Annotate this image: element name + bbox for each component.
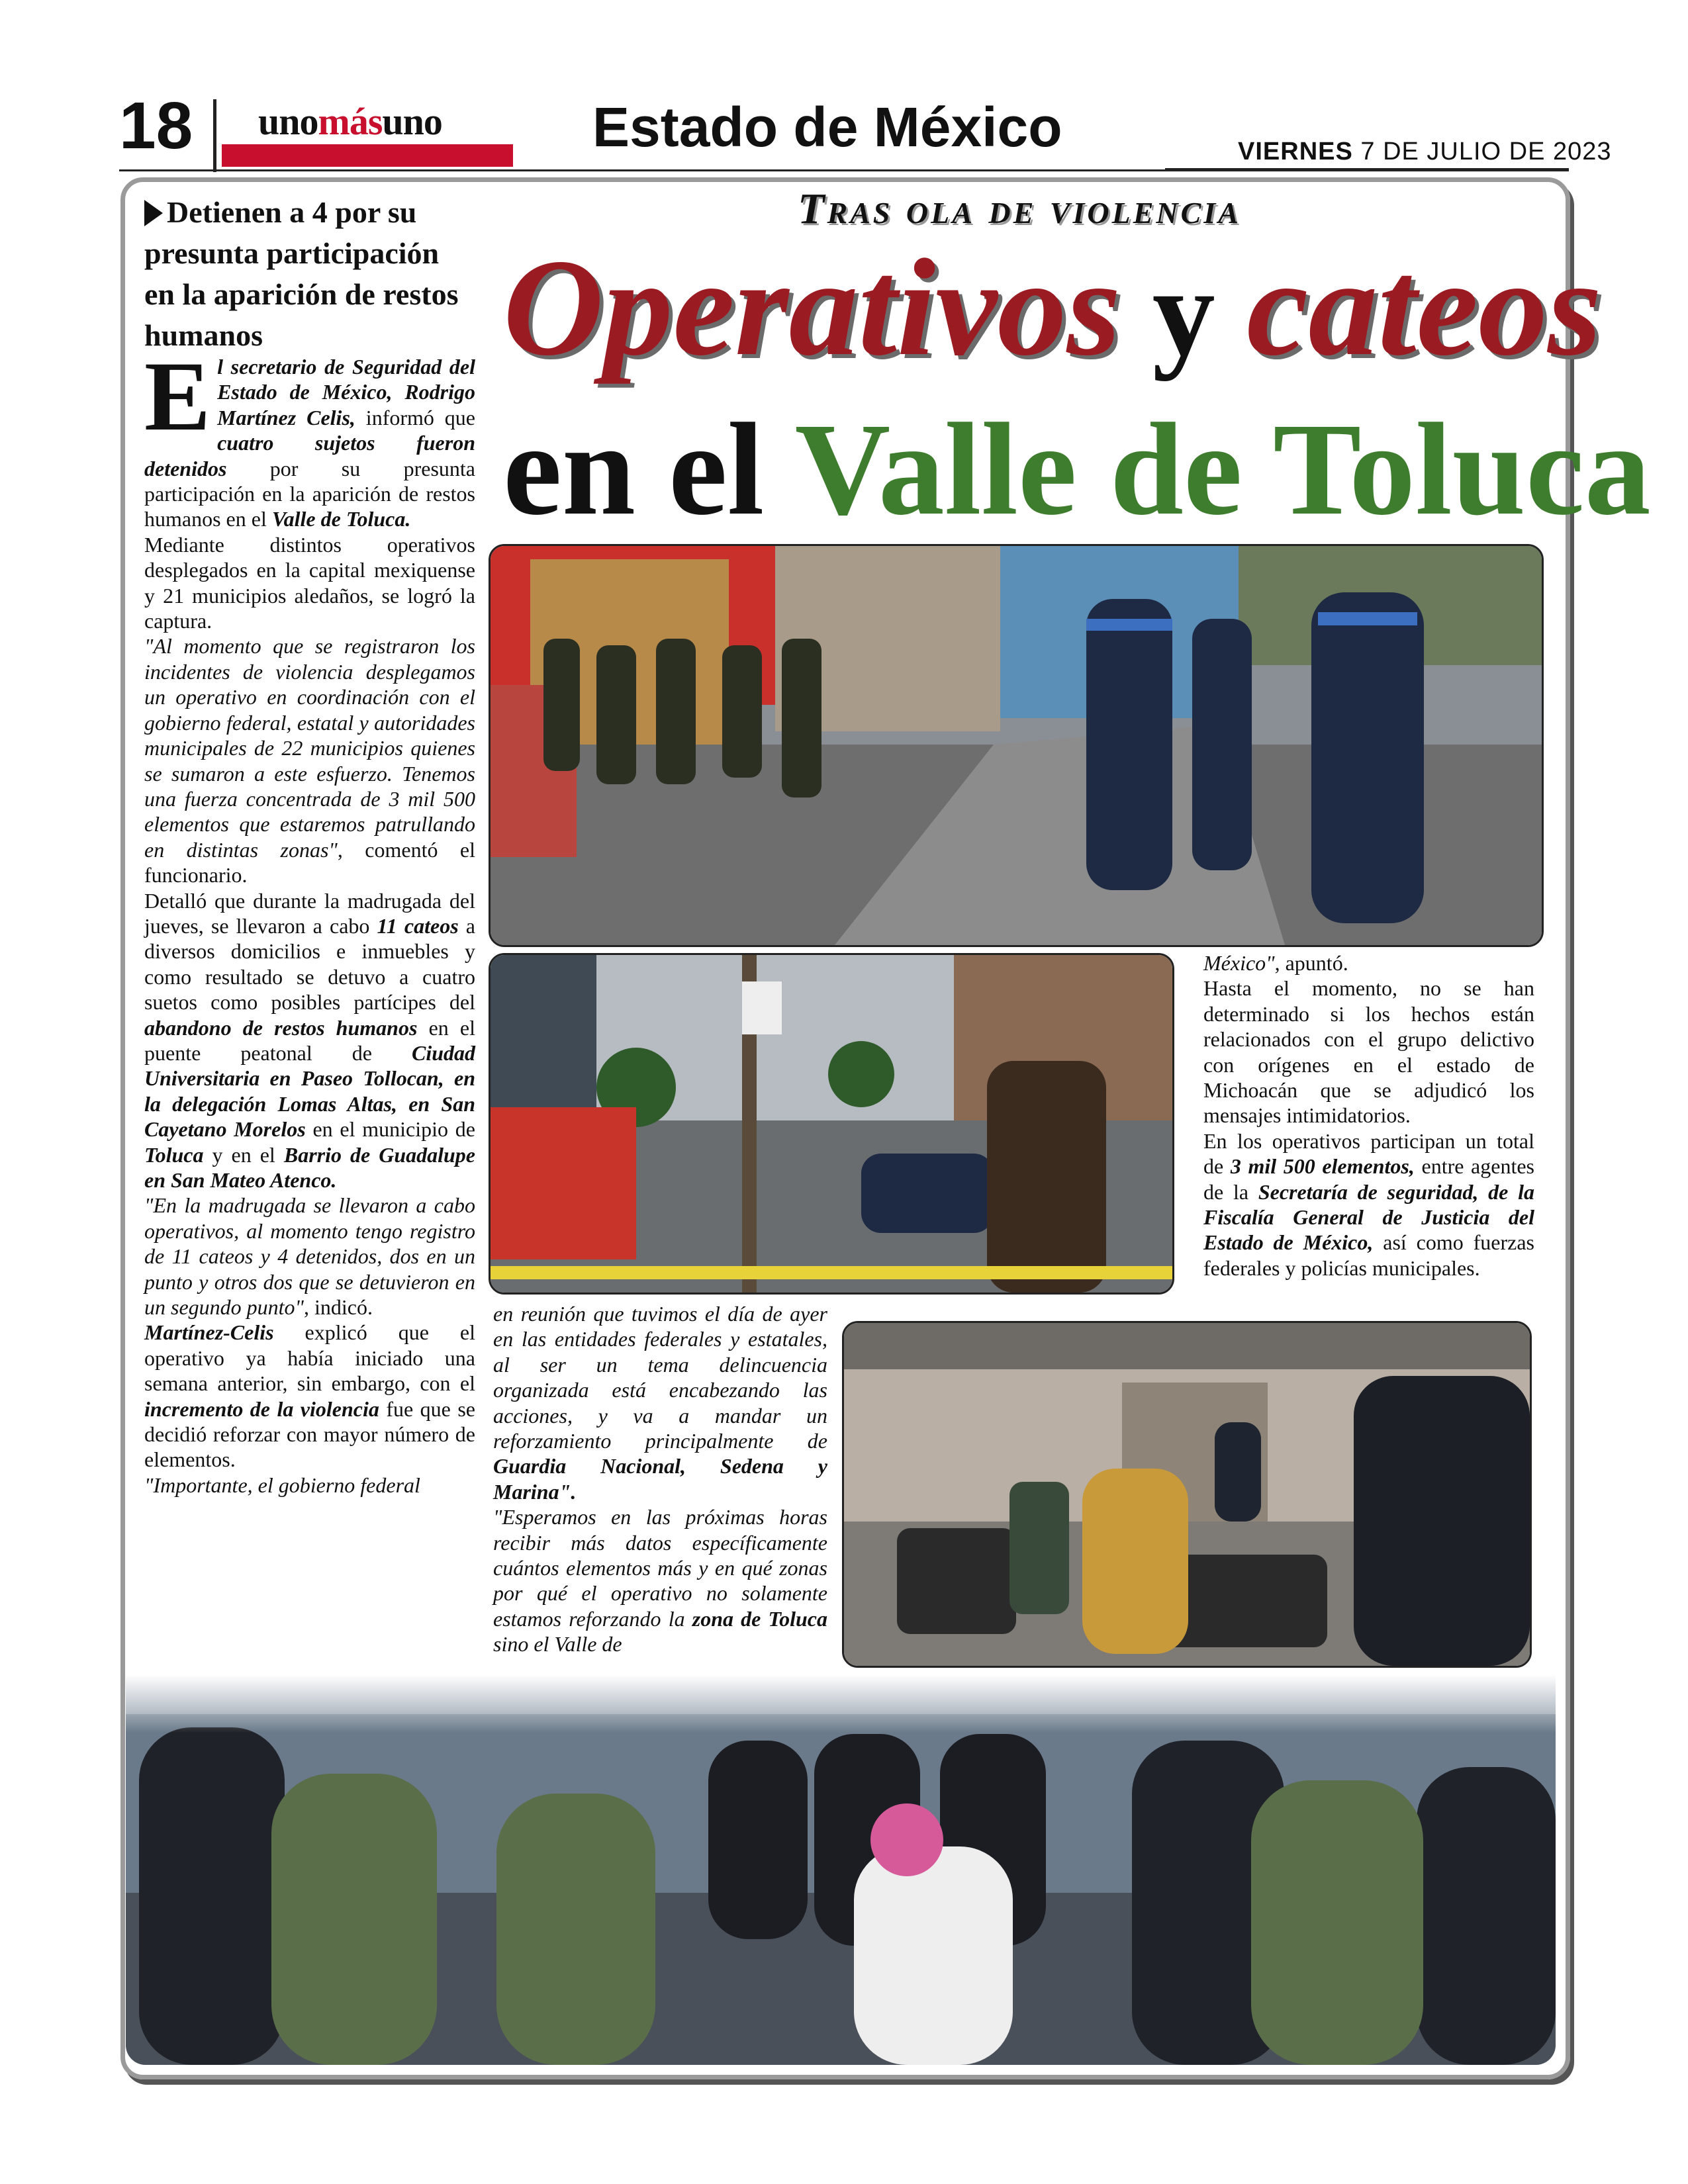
photo-home-search: [842, 1321, 1532, 1668]
triangle-bullet-icon: [144, 200, 163, 226]
paragraph: "En la madrugada se llevaron a cabo operativos, al momento tengo registro de 11 cateos y 4 detenidos, dos en un punto y otros dos que se detuvieron en un segundo punto", indicó.: [144, 1193, 475, 1320]
article-column-3: [1203, 950, 1534, 1281]
issue-date: VIERNES 7 DE JULIO DE 2023: [1238, 138, 1612, 165]
photo-soldiers-forensics: [126, 1674, 1556, 2065]
paragraph: "Al momento que se registraron los incidentes de violencia desplegamos un operativo en coordinación con el gobierno federal, estatal y autoridades municipales de 22 municipios quienes se sumaron a este esfuerzo. Tenemos una fuerza concentrada de 3 mil 500 elementos que estaremos patrullando en distintas zonas", comentó el funcionario.: [144, 634, 476, 887]
logo-bar: [222, 144, 513, 167]
photo-police-street-operation: [489, 544, 1544, 947]
drop-cap: E: [144, 341, 211, 451]
article-column-2: [493, 1301, 827, 1657]
paragraph: México", apuntó.: [1203, 951, 1348, 975]
header-divider: [213, 99, 216, 172]
paragraph: "Esperamos en las próximas horas recibir más datos específicamente cuántos elementos más y en qué zonas por qué el operativo no solamente estamos reforzando la zona de Toluca sino el Valle de: [493, 1505, 827, 1657]
article-column-1: [144, 341, 476, 1498]
page-number: 18: [119, 89, 193, 163]
paragraph: Detalló que durante la madrugada del jueves, se llevaron a cabo 11 cateos a diversos domicilios e inmuebles y como resultado se detuvo a cuatro suetos como posibles partícipes del abandono de restos humanos en el puente peatonal de Ciudad Universitaria en Paseo Tollocan, en la delegación Lomas Altas, en San Cayetano Morelos en el municipio de Toluca y en el Barrio de Guadalupe en San Mateo Atenco.: [144, 888, 476, 1192]
newspaper-logo: unomásuno: [258, 100, 442, 143]
paragraph: El secretario de Seguridad del Estado de México, Rodrigo Martínez Celis, informó que cuatro sujetos fueron detenidos por su presunta participación en la aparición de restos humanos en el Valle de Toluca.: [144, 341, 475, 531]
headline-kicker: Tras ola de violencia: [798, 185, 1241, 233]
paragraph: Mediante distintos operativos desplegados en la capital mexiquense y 21 municipios aledaños, se logró la captura.: [144, 532, 475, 633]
paragraph: Hasta el momento, no se han determinado si los hechos están relacionados con el grupo delictivo con orígenes en el estado de Michoacán que se adjudicó los mensajes intimidatorios.: [1203, 976, 1534, 1128]
headline-line-2: en el Valle de Toluca: [503, 396, 1651, 543]
article-deck: Detienen a 4 por su presunta participación en la aparición de restos humanos: [144, 195, 459, 352]
paragraph: En los operativos participan un total de 3 mil 500 elementos, entre agentes de la Secretaría de seguridad, de la Fiscalía General de Justicia del Estado de México, así como fuerzas federales y policías municipales.: [1203, 1128, 1535, 1280]
section-title: Estado de México: [592, 96, 1062, 158]
date-rule: [1165, 168, 1569, 171]
paragraph: Martínez-Celis explicó que el operativo ya había iniciado una semana anterior, sin embargo, con el incremento de la violencia fue que se decidió reforzar con mayor número de elementos.: [144, 1320, 476, 1472]
paragraph: en reunión que tuvimos el día de ayer en las entidades federales y estatales, al ser un tema delincuencia organizada está encabezando las acciones, y va a mandar un reforzamiento principalmente de Guardia Nacional, Sedena y Marina".: [493, 1302, 827, 1504]
headline-line-1: Operativos y cateos: [503, 231, 1602, 385]
paragraph: "Importante, el gobierno federal: [144, 1473, 420, 1497]
photo-crime-scene-street: [489, 953, 1174, 1295]
